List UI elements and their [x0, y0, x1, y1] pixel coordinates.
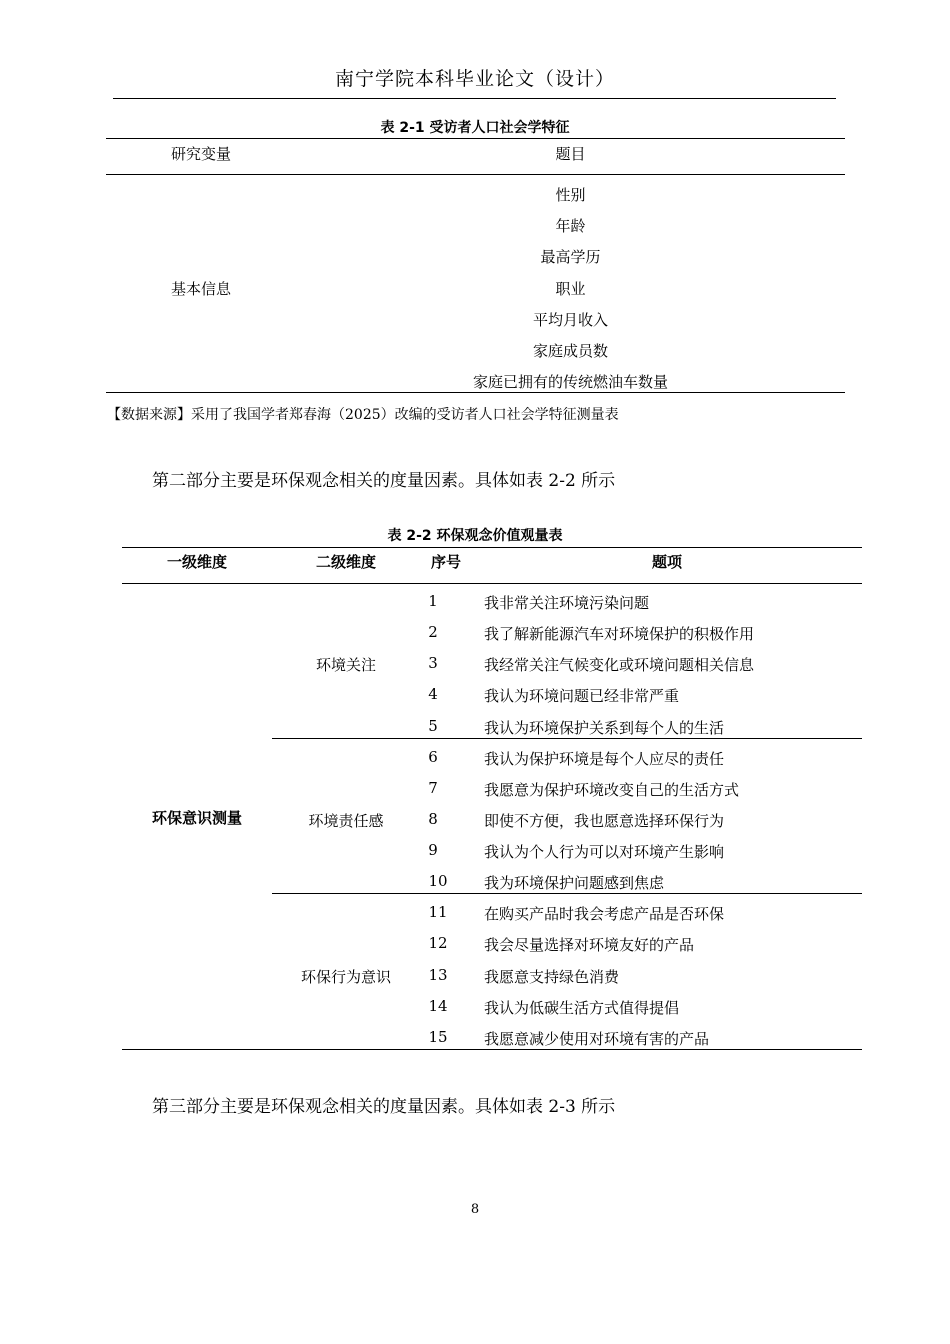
row-text: 我愿意支持绿色消费: [484, 968, 620, 986]
row-text: 我认为保护环境是每个人应尽的责任: [484, 750, 725, 768]
table1-caption: 表 2-1 受访者人口社会学特征: [380, 120, 570, 136]
row-number: 11: [428, 903, 448, 921]
row-number: 15: [428, 1028, 448, 1046]
table2-top-rule: [122, 547, 862, 548]
row-text: 我愿意为保护环境改变自己的生活方式: [484, 781, 740, 799]
table2-group-divider: [272, 738, 862, 739]
row-text: 我认为低碳生活方式值得提倡: [484, 999, 680, 1017]
table2-group-label: 环境关注: [315, 656, 376, 674]
row-text: 我认为环境保护关系到每个人的生活: [484, 719, 725, 737]
body-paragraph-1: 第二部分主要是环保观念相关的度量因素。具体如表 2-2 所示: [152, 471, 616, 491]
row-text: 我为环境保护问题感到焦虑: [484, 874, 665, 892]
row-number: 14: [428, 997, 448, 1015]
table1-source-note: 【数据来源】采用了我国学者郑春海（2025）改编的受访者人口社会学特征测量表: [107, 407, 619, 423]
table1-bottom-rule: [106, 392, 845, 393]
table2-header-number: 序号: [430, 553, 461, 571]
page-number: 8: [470, 1202, 480, 1217]
row-number: 9: [428, 841, 438, 859]
table1-item: 最高学历: [540, 248, 601, 266]
row-text: 在购买产品时我会考虑产品是否环保: [484, 905, 725, 923]
table1-item: 职业: [555, 280, 586, 298]
row-text: 我了解新能源汽车对环境保护的积极作用: [484, 625, 755, 643]
table1-header-variable: 研究变量: [170, 145, 231, 163]
table1-group-label: 基本信息: [170, 280, 231, 298]
table1-top-rule: [106, 138, 845, 139]
table2-header-rule: [122, 583, 862, 584]
row-number: 8: [428, 810, 438, 828]
table2-bottom-rule: [122, 1049, 862, 1050]
row-number: 10: [428, 872, 448, 890]
row-number: 13: [428, 966, 448, 984]
row-number: 3: [428, 654, 438, 672]
row-number: 6: [428, 748, 438, 766]
table1-item: 年龄: [555, 217, 586, 235]
row-text: 即使不方便，我也愿意选择环保行为: [484, 812, 725, 830]
table2-caption: 表 2-2 环保观念价值观量表: [387, 528, 563, 544]
table1-item: 平均月收入: [532, 311, 608, 329]
table2-group-divider: [272, 893, 862, 894]
row-text: 我愿意减少使用对环境有害的产品: [484, 1030, 710, 1048]
row-number: 7: [428, 779, 438, 797]
row-text: 我经常关注气候变化或环境问题相关信息: [484, 656, 755, 674]
table1-item: 家庭已拥有的传统燃油车数量: [472, 373, 668, 391]
row-number: 2: [428, 623, 438, 641]
row-number: 4: [428, 685, 438, 703]
table2-header-level2: 二级维度: [315, 553, 376, 571]
row-text: 我认为个人行为可以对环境产生影响: [484, 843, 725, 861]
row-text: 我会尽量选择对环境友好的产品: [484, 936, 695, 954]
row-number: 12: [428, 934, 448, 952]
table2-group-label: 环保行为意识: [300, 968, 391, 986]
table1-header-item: 题目: [555, 145, 586, 163]
table2-header-level1: 一级维度: [166, 553, 227, 571]
row-number: 1: [428, 592, 438, 610]
row-text: 我非常关注环境污染问题: [484, 594, 650, 612]
table2-header-item: 题项: [651, 553, 682, 571]
table1-header-rule: [106, 174, 845, 175]
row-text: 我认为环境问题已经非常严重: [484, 687, 680, 705]
table1-item: 性别: [555, 186, 586, 204]
table1-item: 家庭成员数: [532, 342, 608, 360]
table2-group-label: 环境责任感: [308, 812, 384, 830]
row-number: 5: [428, 717, 438, 735]
header-rule: [113, 98, 836, 99]
table2-level1-label: 环保意识测量: [151, 809, 242, 827]
page-header-title: 南宁学院本科毕业论文（设计）: [334, 68, 615, 90]
body-paragraph-2: 第三部分主要是环保观念相关的度量因素。具体如表 2-3 所示: [152, 1097, 616, 1117]
